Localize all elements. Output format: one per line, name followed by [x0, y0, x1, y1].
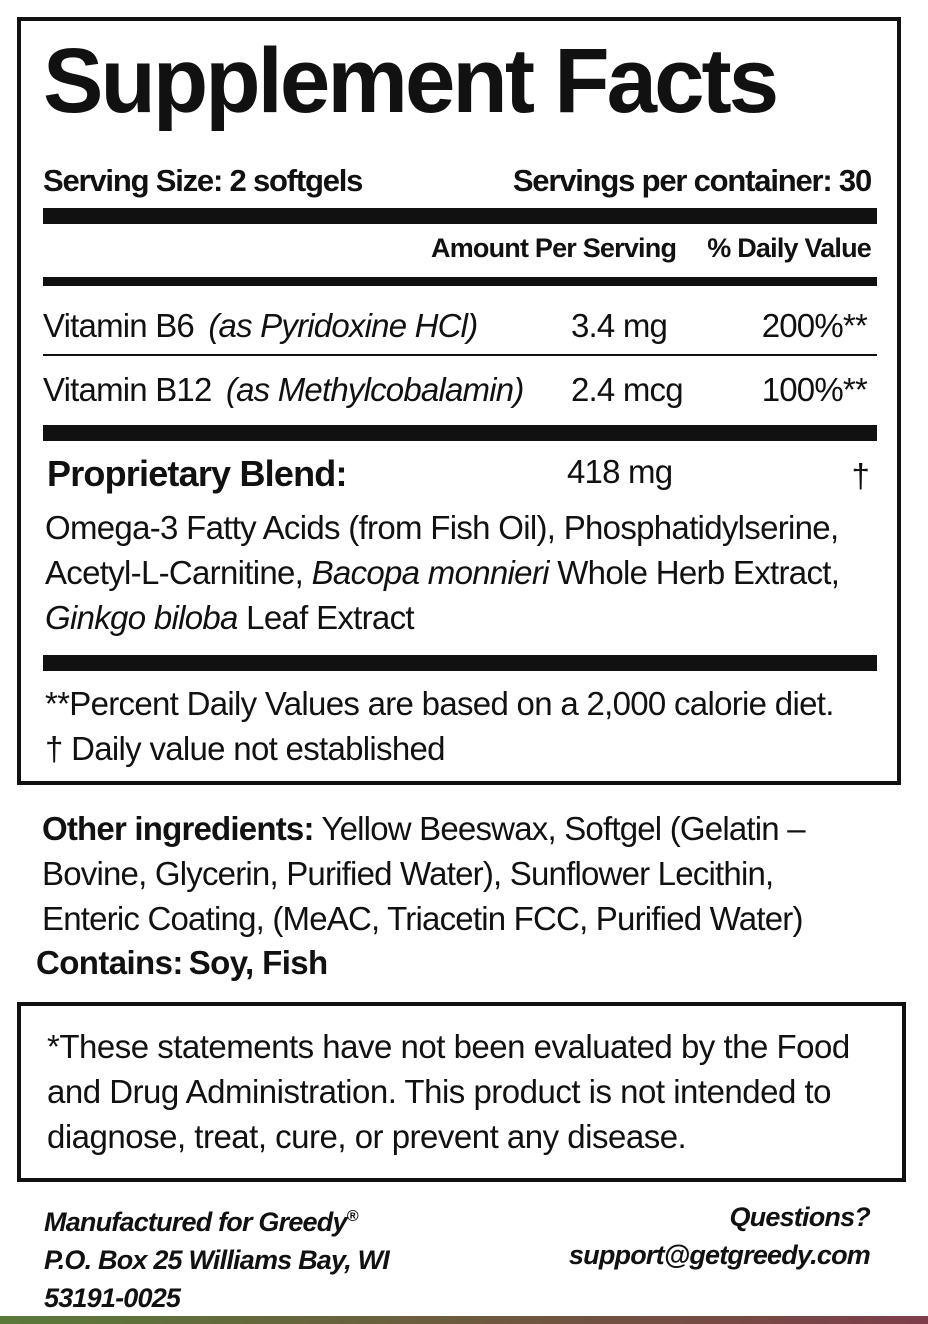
disclaimer-line: diagnose, treat, cure, or prevent any disease.: [47, 1118, 687, 1155]
blend-text: Leaf Extract: [237, 599, 414, 636]
disclaimer-line: and Drug Administration. This product is not intended to: [47, 1073, 832, 1110]
daily-value-header: % Daily Value: [707, 233, 871, 263]
daily-value-not-established-footnote: † Daily value not established: [45, 730, 445, 767]
serving-size: Serving Size: 2 softgels: [43, 163, 363, 198]
manufacturer-zip: 53191-0025: [44, 1283, 181, 1313]
nutrient-amount: 3.4 mg: [571, 307, 668, 344]
nutrient-daily-value: 100%**: [761, 371, 867, 408]
amount-per-serving-header: Amount Per Serving: [431, 233, 677, 263]
nutrient-row-b6: [43, 307, 477, 345]
fda-disclaimer: [47, 1024, 850, 1159]
blend-line: [45, 550, 839, 595]
thick-divider: [43, 208, 877, 224]
other-ingredients: [42, 806, 902, 941]
other-ingredients-line: Enteric Coating, (MeAC, Triacetin FCC, Purified Water): [42, 900, 803, 937]
manufacturer-name: Manufactured for Greedy: [44, 1207, 347, 1237]
nutrient-source: (as Methylcobalamin): [225, 371, 524, 408]
blend-botanical: Ginkgo biloba: [45, 599, 238, 636]
other-ingredients-text: Yellow Beeswax, Softgel (Gelatin –: [313, 810, 805, 847]
registered-mark: ®: [346, 1208, 358, 1225]
manufacturer-info: [44, 1198, 389, 1317]
contains-label: Contains:: [36, 944, 183, 981]
supplement-facts-panel: [17, 17, 901, 785]
percent-daily-values-footnote: **Percent Daily Values are based on a 2,000 calorie diet.: [45, 685, 834, 722]
contact-info: [569, 1198, 870, 1274]
thick-divider: [43, 425, 877, 441]
nutrient-source: (as Pyridoxine HCl): [208, 307, 478, 344]
nutrient-amount: 2.4 mcg: [571, 371, 683, 408]
blend-line: Omega-3 Fatty Acids (from Fish Oil), Phosphatidylserine,: [45, 509, 839, 546]
blend-text: Whole Herb Extract,: [548, 554, 840, 591]
other-ingredients-line: Bovine, Glycerin, Purified Water), Sunflower Lecithin,: [42, 855, 774, 892]
contains-value: Soy, Fish: [188, 944, 328, 981]
servings-per-container: Servings per container: 30: [512, 163, 871, 198]
other-ingredients-label: Other ingredients:: [42, 810, 314, 847]
thick-divider: [43, 655, 877, 671]
nutrient-daily-value: 200%**: [761, 307, 867, 344]
manufacturer-line: [44, 1198, 389, 1241]
nutrient-name: Vitamin B6: [43, 307, 194, 344]
proprietary-blend-label: Proprietary Blend:: [47, 453, 347, 494]
allergen-statement: [36, 944, 328, 982]
blend-text: Acetyl-L-Carnitine,: [45, 554, 312, 591]
proprietary-blend-dv: †: [851, 457, 869, 494]
proprietary-blend-amount: 418 mg: [567, 453, 673, 490]
thin-divider: [43, 354, 877, 356]
panel-title: Supplement Facts: [43, 30, 777, 132]
support-email-link[interactable]: support@getgreedy.com: [568, 1240, 870, 1270]
medium-divider: [43, 277, 877, 286]
fda-disclaimer-box: [17, 1002, 906, 1182]
blend-botanical: Bacopa monnieri: [311, 554, 549, 591]
other-ingredients-line: [42, 806, 902, 851]
disclaimer-line: *These statements have not been evaluated by the Food: [47, 1028, 850, 1065]
proprietary-blend-ingredients: [45, 505, 839, 640]
nutrient-name: Vitamin B12: [43, 371, 212, 408]
questions-label: Questions?: [729, 1202, 870, 1232]
blend-line: [45, 595, 839, 640]
nutrient-row-b12: [43, 371, 524, 409]
label-edge-strip: [0, 1316, 928, 1324]
manufacturer-address: P.O. Box 25 Williams Bay, WI: [44, 1245, 389, 1275]
